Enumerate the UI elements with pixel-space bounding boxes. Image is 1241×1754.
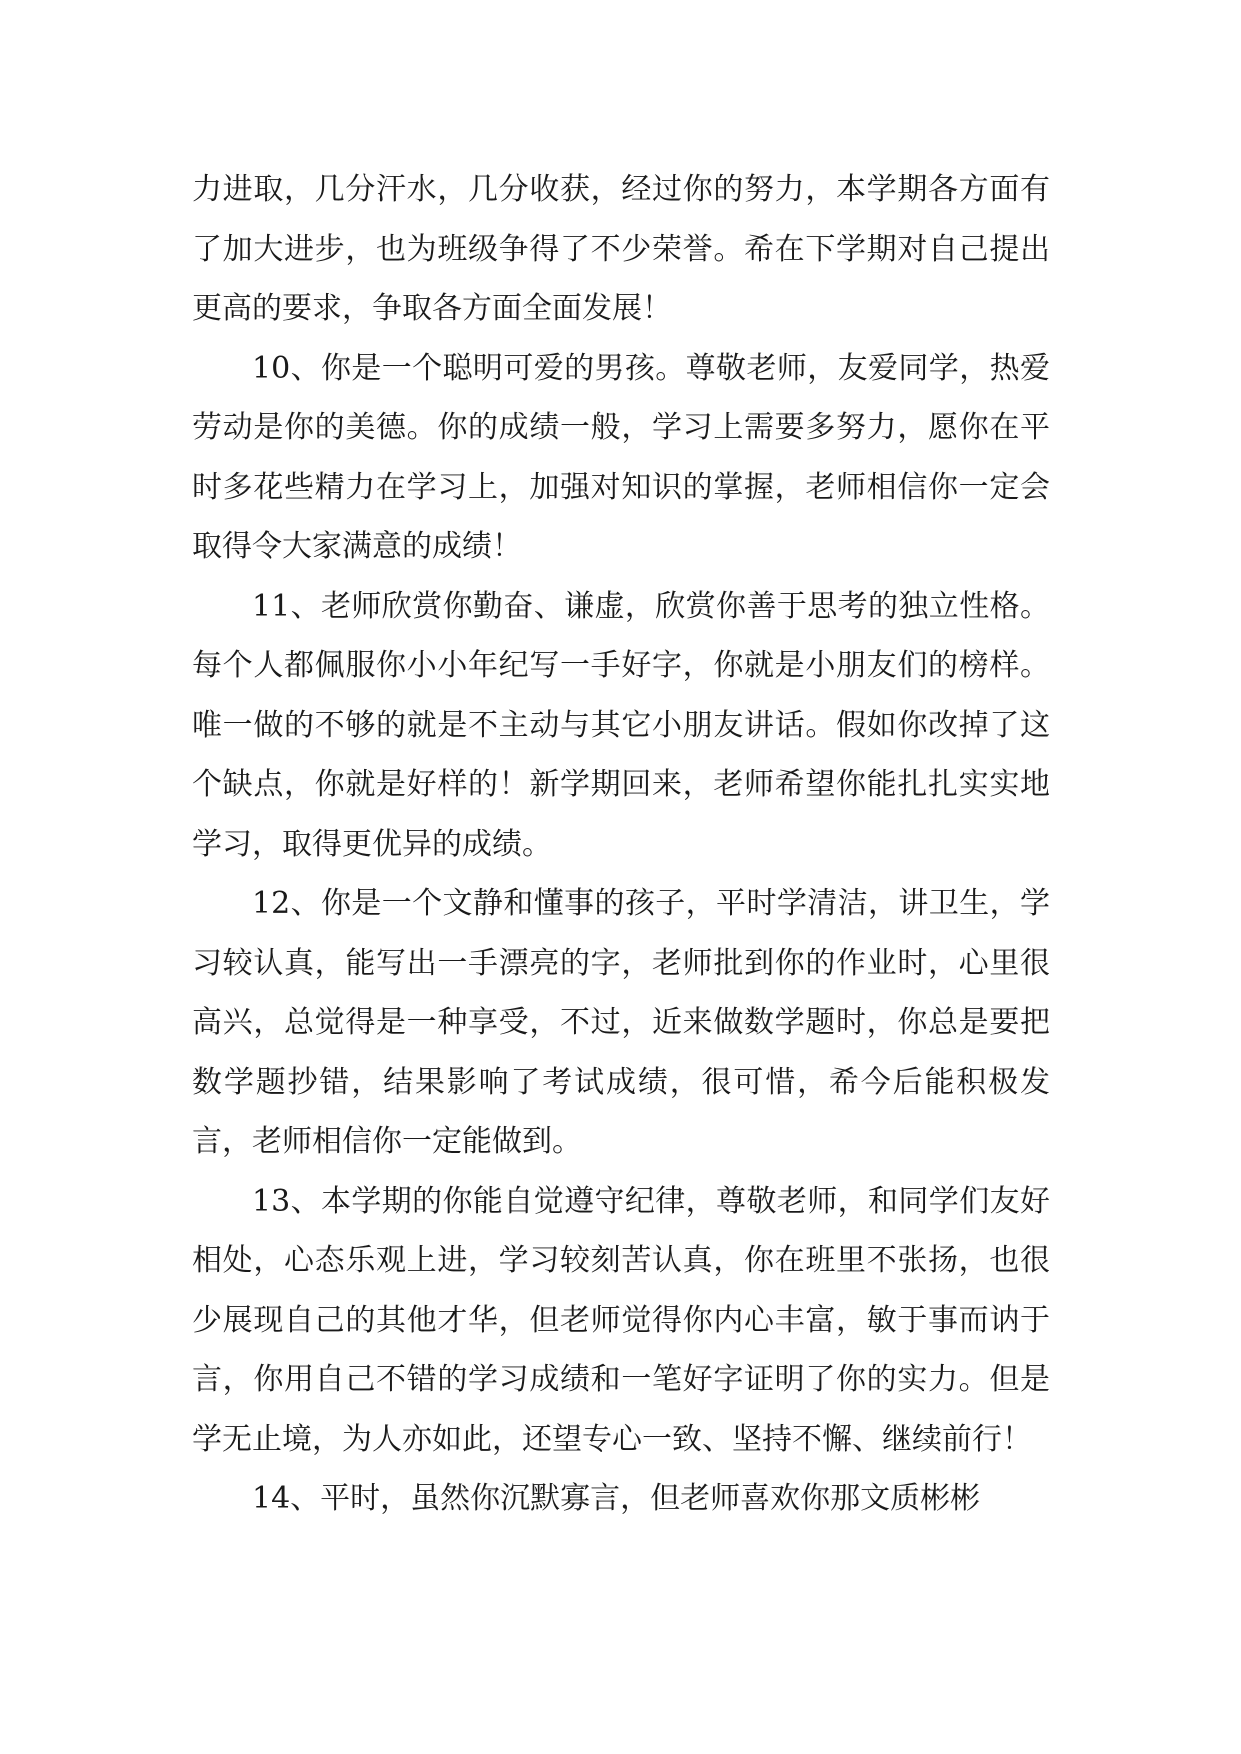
document-body xyxy=(192,160,1050,1529)
paragraph-11: 11、老师欣赏你勤奋、谦虚，欣赏你善于思考的独立性格。每个人都佩服你小小年纪写一手好字，你就是小朋友们的榜样。唯一做的不够的就是不主动与其它小朋友讲话。假如你改掉了这个缺点，你就是好样的！新学期回来，老师希望你能扎扎实实地学习，取得更优异的成绩。 xyxy=(192,588,1050,862)
paragraph-13: 13、本学期的你能自觉遵守纪律，尊敬老师，和同学们友好相处，心态乐观上进，学习较刻苦认真，你在班里不张扬，也很少展现自己的其他才华，但老师觉得你内心丰富，敏于事而讷于言，你用自己不错的学习成绩和一笔好字证明了你的实力。但是学无止境，为人亦如此，还望专心一致、坚持不懈、继续前行！ xyxy=(192,1183,1050,1457)
paragraph-14: 14、平时，虽然你沉默寡言，但老师喜欢你那文质彬彬 xyxy=(252,1481,981,1516)
paragraph-continued: 力进取，几分汗水，几分收获，经过你的努力，本学期各方面有了加大进步，也为班级争得了不少荣誉。希在下学期对自己提出更高的要求，争取各方面全面发展！ xyxy=(192,172,1050,326)
paragraph-10: 10、你是一个聪明可爱的男孩。尊敬老师，友爱同学，热爱劳动是你的美德。你的成绩一般，学习上需要多努力，愿你在平时多花些精力在学习上，加强对知识的掌握，老师相信你一定会取得令大家满意的成绩！ xyxy=(192,350,1050,564)
paragraph-12: 12、你是一个文静和懂事的孩子，平时学清洁，讲卫生，学习较认真，能写出一手漂亮的字，老师批到你的作业时，心里很高兴，总觉得是一种享受，不过，近来做数学题时，你总是要把数学题抄错，结果影响了考试成绩，很可惜，希今后能积极发言，老师相信你一定能做到。 xyxy=(192,886,1050,1159)
